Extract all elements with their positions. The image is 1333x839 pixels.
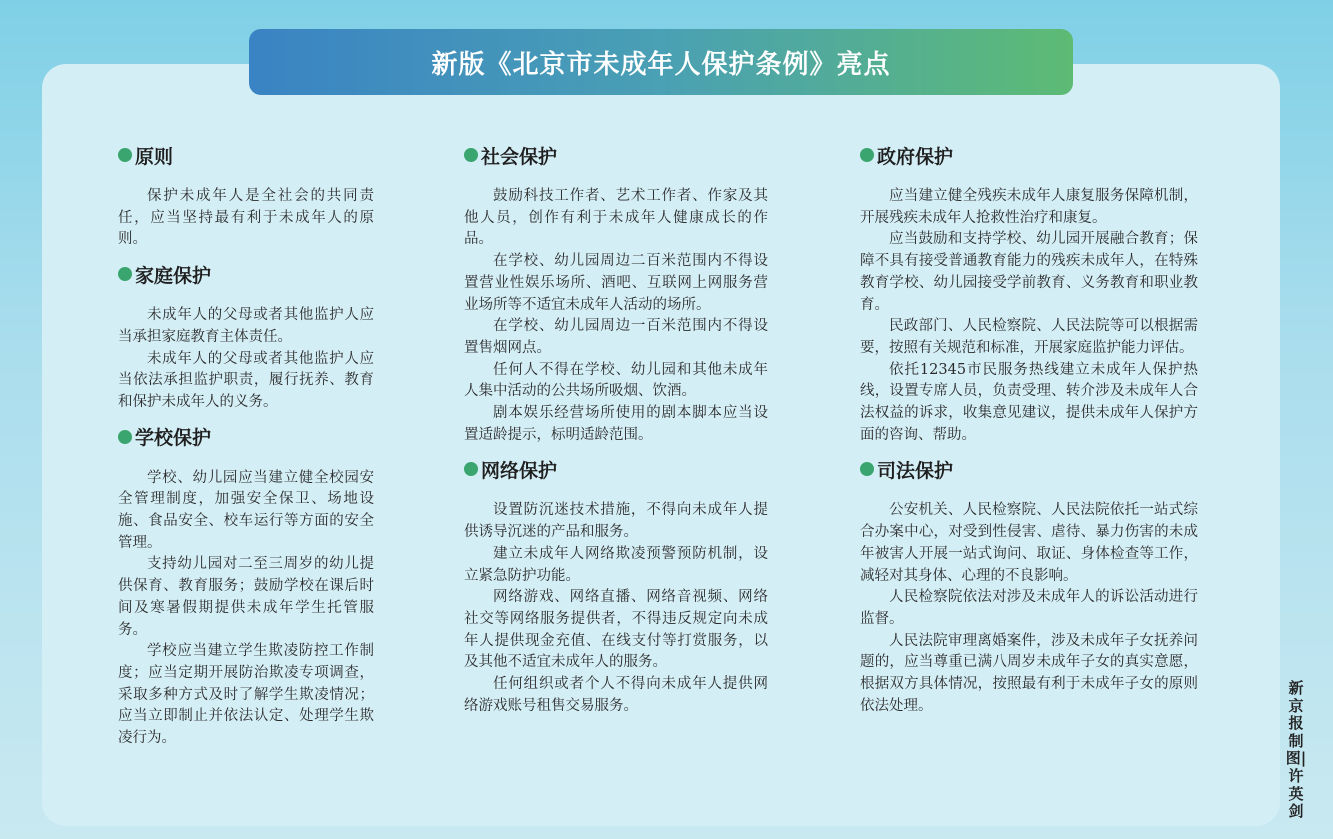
paragraph: 学校应当建立学生欺凌防控工作制度；应当定期开展防治欺凌专项调查，采取多种方式及时了解学生欺凌情况；应当立即制止并依法认定、处理学生欺凌行为。 [118, 643, 374, 747]
column-right [860, 142, 1198, 727]
paragraph: 保护未成年人是全社会的共同责任，应当坚持最有利于未成年人的原则。 [118, 188, 374, 248]
paragraph: 设置防沉迷技术措施，不得向未成年人提供诱导沉迷的产品和服务。 [464, 502, 768, 541]
paragraph: 民政部门、人民检察院、人民法院等可以根据需要，按照有关规范和标准，开展家庭监护能力评估。 [860, 318, 1198, 356]
paragraph: 网络游戏、网络直播、网络音视频、网络社交等网络服务提供者，不得违反规定向未成年人提供现金充值、在线支付等打赏服务，以及其他不适宜未成年人的服务。 [464, 589, 768, 671]
section-government-protection [860, 142, 1198, 446]
section-social-protection [464, 142, 768, 446]
section-judicial-protection [860, 456, 1198, 717]
paragraph: 任何人不得在学校、幼儿园和其他未成年人集中活动的公共场所吸烟、饮酒。 [464, 361, 768, 400]
section-school-protection [118, 424, 374, 750]
paragraph: 在学校、幼儿园周边二百米范围内不得设置营业性娱乐场所、酒吧、互联网上网服务营业场所等不适宜未成年人活动的场所。 [464, 253, 768, 313]
section-title: 原则 [135, 145, 174, 168]
paragraph: 未成年人的父母或者其他监护人应当承担家庭教育主体责任。 [118, 307, 374, 345]
bullet-dot-icon [464, 148, 478, 162]
paragraph: 依托12345市民服务热线建立未成年人保护热线，设置专席人员，负责受理、转介涉及未成年人合法权益的诉求，收集意见建议，提供未成年人保护方面的咨询、帮助。 [860, 361, 1198, 443]
image-credit: 新京报制图|许英剑 [1285, 679, 1307, 821]
bullet-dot-icon [118, 267, 132, 281]
section-title: 社会保护 [481, 145, 558, 168]
section-title: 政府保护 [877, 145, 954, 168]
section-network-protection [464, 456, 768, 717]
paragraph: 人民法院审理离婚案件，涉及未成年子女抚养问题的，应当尊重已满八周岁未成年子女的真实意愿，根据双方具体情况，按照最有利于未成年子女的原则依法处理。 [860, 632, 1198, 714]
section-family-protection [118, 261, 374, 414]
paragraph: 鼓励科技工作者、艺术工作者、作家及其他人员，创作有利于未成年人健康成长的作品。 [464, 188, 768, 248]
title-banner [249, 29, 1073, 95]
column-left [118, 142, 374, 760]
bullet-dot-icon [118, 430, 132, 444]
page-title: 新版《北京市未成年人保护条例》亮点 [431, 49, 891, 80]
section-title: 学校保护 [135, 427, 212, 450]
bullet-dot-icon [118, 148, 132, 162]
section-heading [464, 142, 768, 168]
section-heading [118, 261, 374, 287]
section-principle [118, 142, 374, 251]
paragraph: 建立未成年人网络欺凌预警预防机制，设立紧急防护功能。 [464, 545, 768, 584]
paragraph: 支持幼儿园对二至三周岁的幼儿提供保育、教育服务；鼓励学校在课后时间及寒暑假期提供未成年学生托管服务。 [118, 556, 374, 638]
section-title: 家庭保护 [135, 264, 212, 287]
paragraph: 任何组织或者个人不得向未成年人提供网络游戏账号租售交易服务。 [464, 676, 768, 714]
paragraph: 公安机关、人民检察院、人民法院依托一站式综合办案中心，对受到性侵害、虐待、暴力伤害的未成年被害人开展一站式询问、取证、身体检查等工作，减轻对其身体、心理的不良影响。 [860, 502, 1198, 584]
section-title: 司法保护 [877, 459, 954, 482]
paragraph: 应当建立健全残疾未成年人康复服务保障机制，开展残疾未成年人抢救性治疗和康复。 [860, 188, 1198, 226]
paragraph: 剧本娱乐经营场所使用的剧本脚本应当设置适龄提示，标明适龄范围。 [464, 405, 768, 443]
bullet-dot-icon [860, 462, 874, 476]
paragraph: 未成年人的父母或者其他监护人应当依法承担监护职责，履行抚养、教育和保护未成年人的义务。 [118, 350, 374, 410]
paragraph: 人民检察院依法对涉及未成年人的诉讼活动进行监督。 [860, 589, 1198, 627]
section-heading [118, 142, 374, 168]
bullet-dot-icon [860, 148, 874, 162]
section-heading [860, 142, 1198, 168]
paragraph: 学校、幼儿园应当建立健全校园安全管理制度，加强安全保卫、场地设施、食品安全、校车运行等方面的安全管理。 [118, 469, 374, 551]
section-heading [860, 456, 1198, 482]
bullet-dot-icon [464, 462, 478, 476]
column-middle [464, 142, 768, 727]
section-title: 网络保护 [481, 459, 558, 482]
section-heading [118, 424, 374, 450]
paragraph: 应当鼓励和支持学校、幼儿园开展融合教育；保障不具有接受普通教育能力的残疾未成年人，在特殊教育学校、幼儿园接受学前教育、义务教育和职业教育。 [860, 231, 1198, 313]
paragraph: 在学校、幼儿园周边一百米范围内不得设置售烟网点。 [464, 318, 768, 356]
section-heading [464, 456, 768, 482]
